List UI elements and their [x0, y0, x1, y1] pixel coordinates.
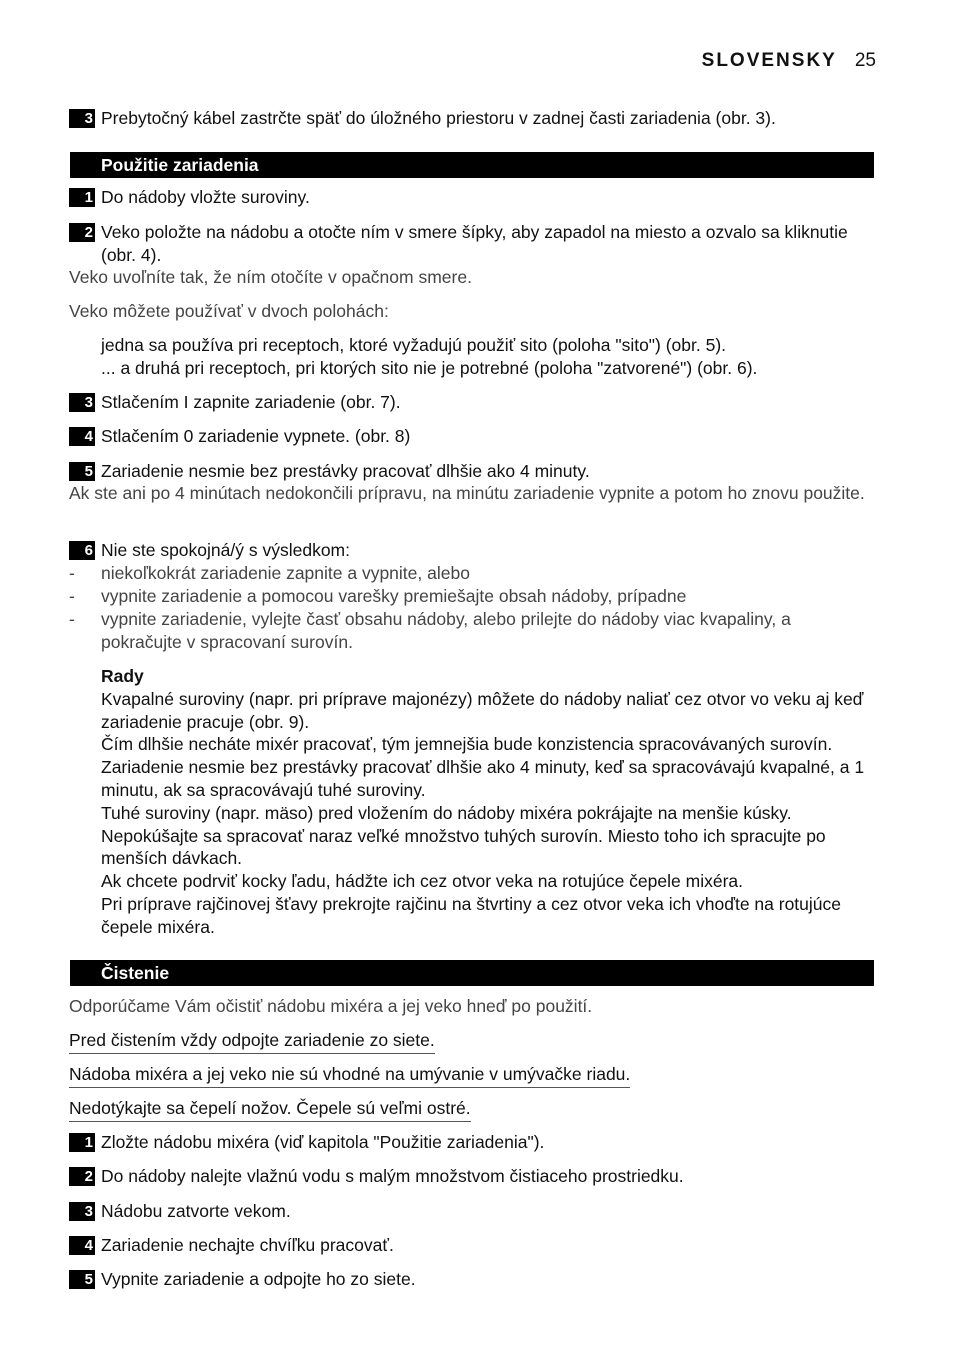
- clean-step-2: [69, 1165, 874, 1188]
- positions-intro: Veko môžete používať v dvoch polohách:: [69, 301, 389, 321]
- step-number: 1: [69, 188, 95, 207]
- position-closed: ... a druhá pri receptoch, pri ktorých sito nie je potrebné (poloha "zatvorené") (obr. 6).: [101, 358, 758, 378]
- use-step-3: [69, 391, 874, 414]
- tips-block: [101, 665, 876, 939]
- dash-marker: -: [69, 586, 75, 606]
- tip: Pri príprave rajčinovej šťavy prekrojte rajčinu na štvrtiny a cez otvor veka ich vhoďte na rotujúce čepele mixéra.: [101, 893, 842, 937]
- step-text: Nádobu zatvorte vekom.: [101, 1201, 291, 1221]
- tip: Čím dlhšie necháte mixér pracovať, tým jemnejšia bude konzistencia spracovávaných surovín.: [101, 734, 833, 755]
- page-header: [702, 49, 876, 73]
- warning-unplug: Pred čistením vždy odpojte zariadenie zo siete.: [69, 1029, 435, 1054]
- step-text: Stlačením I zapnite zariadenie (obr. 7).: [101, 392, 401, 412]
- dash-text: niekoľkokrát zariadenie zapnite a vypnite, alebo: [101, 563, 470, 583]
- language-label: SLOVENSKY: [701, 50, 837, 71]
- tip: Kvapalné suroviny (napr. pri príprave majonézy) môžete do nádoby naliať cez otvor vo veku aj keď zariadenie pracuje (obr. 9).: [101, 688, 864, 732]
- use-step-1: [69, 186, 874, 209]
- step-text: Nie ste spokojná/ý s výsledkom:: [101, 540, 350, 560]
- tip: Tuhé suroviny (napr. mäso) pred vložením do nádoby mixéra pokrájajte na menšie kúsky.: [101, 802, 792, 823]
- use-step-6: [69, 539, 874, 562]
- warning-dishwasher: Nádoba mixéra a jej veko nie sú vhodné na umývanie v umývačke riadu.: [69, 1063, 630, 1088]
- tips-title: Rady: [101, 666, 144, 686]
- step-number: 2: [69, 223, 95, 242]
- clean-step-1: [69, 1131, 874, 1154]
- step-text: Vypnite zariadenie a odpojte ho zo siete.: [101, 1269, 416, 1289]
- use-step-2: [69, 221, 874, 267]
- tip: Ak chcete podrviť kocky ľadu, hádžte ich cez otvor veka na rotujúce čepele mixéra.: [101, 871, 743, 892]
- step-number: 1: [69, 1133, 95, 1152]
- step-number: 2: [69, 1167, 95, 1186]
- step-text: Zariadenie nesmie bez prestávky pracovať dlhšie ako 4 minuty.: [101, 461, 590, 481]
- page-number: 25: [854, 50, 876, 71]
- clean-step-3: [69, 1200, 874, 1223]
- step-number: 5: [69, 462, 95, 481]
- step-text: Prebytočný kábel zastrčte späť do úložného priestoru v zadnej časti zariadenia (obr. 3).: [101, 108, 776, 128]
- step-number: 4: [69, 427, 95, 446]
- dash-text: vypnite zariadenie, vylejte časť obsahu nádoby, alebo prilejte do nádoby viac kvapaliny, a pokračujte v spracovaní surovín.: [101, 609, 791, 652]
- section-heading-use: Použitie zariadenia: [70, 152, 874, 178]
- clean-step-4: [69, 1234, 874, 1257]
- step-number: 5: [69, 1270, 95, 1289]
- step-number: 4: [69, 1236, 95, 1255]
- step-number: 6: [69, 541, 95, 560]
- position-sieve: jedna sa používa pri receptoch, ktoré vyžadujú použiť sito (poloha "sito") (obr. 5).: [101, 335, 727, 355]
- step-text: Do nádoby vložte suroviny.: [101, 187, 310, 207]
- step-text: Veko položte na nádobu a otočte ním v smere šípky, aby zapadol na miesto a ozvalo sa kliknutie (obr. 4).: [101, 222, 848, 265]
- step-text: Do nádoby nalejte vlažnú vodu s malým množstvom čistiaceho prostriedku.: [101, 1166, 684, 1186]
- use-step-4: [69, 425, 874, 448]
- step-number: 3: [69, 109, 95, 128]
- step5-note: Ak ste ani po 4 minútach nedokončili prípravu, na minútu zariadenie vypnite a potom ho znovu použite.: [69, 483, 865, 503]
- step-number: 3: [69, 1202, 95, 1221]
- step-text: Zložte nádobu mixéra (viď kapitola "Použitie zariadenia").: [101, 1132, 545, 1152]
- use-step-5: [69, 460, 874, 483]
- dash-item: [69, 585, 874, 608]
- step-text: Zariadenie nechajte chvíľku pracovať.: [101, 1235, 394, 1255]
- dash-item: [69, 608, 874, 654]
- dash-text: vypnite zariadenie a pomocou varešky premiešajte obsah nádoby, prípadne: [101, 586, 687, 606]
- cleaning-intro: Odporúčame Vám očistiť nádobu mixéra a jej veko hneď po použití.: [69, 996, 593, 1016]
- dash-marker: -: [69, 563, 75, 583]
- step-cable-storage: [69, 107, 874, 130]
- clean-step-5: [69, 1268, 874, 1291]
- warning-blades: Nedotýkajte sa čepelí nožov. Čepele sú veľmi ostré.: [69, 1097, 471, 1122]
- dash-item: [69, 562, 874, 585]
- release-note: Veko uvoľníte tak, že ním otočíte v opačnom smere.: [69, 267, 472, 287]
- tip: Nepokúšajte sa spracovať naraz veľké množstvo tuhých surovín. Miesto toho ich spracujte po menších dávkach.: [101, 825, 826, 869]
- step-number: 3: [69, 393, 95, 412]
- step-text: Stlačením 0 zariadenie vypnete. (obr. 8): [101, 426, 411, 446]
- section-heading-cleaning: Čistenie: [70, 960, 874, 986]
- dash-marker: -: [69, 609, 75, 629]
- tip: Zariadenie nesmie bez prestávky pracovať dlhšie ako 4 minuty, keď sa spracovávajú kvapalné, a 1 minutu, ak sa spracovávajú tuhé suroviny.: [101, 757, 865, 800]
